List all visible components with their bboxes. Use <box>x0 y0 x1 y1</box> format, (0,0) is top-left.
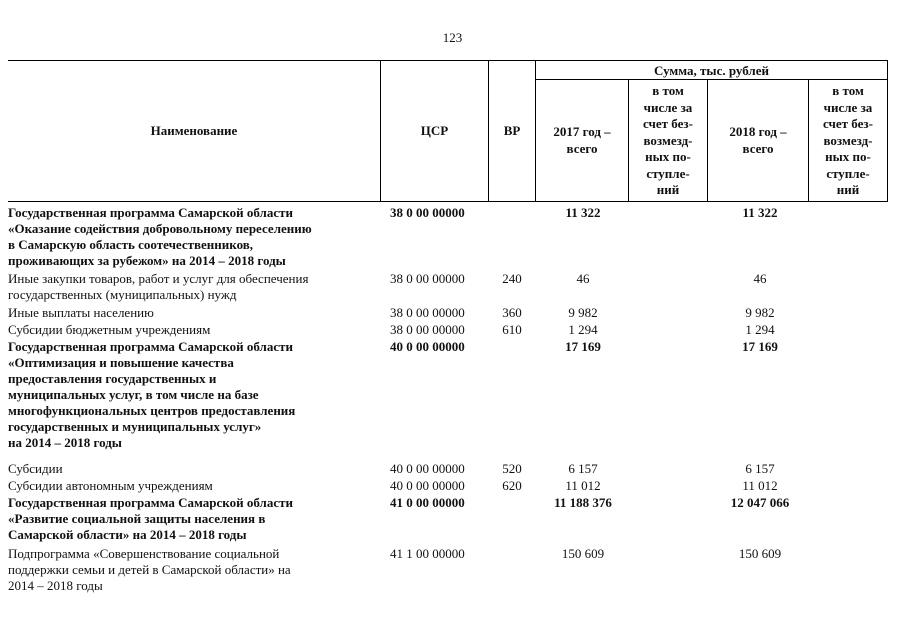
table-row-name: Государственная программа Самарской области «Оказание содействия добровольному переселению в Самарскую область соотечественников, проживающих за рубежом» на 2014 – 2018 годы <box>8 205 312 268</box>
table-row-csr: 38 0 00 00000 <box>390 205 465 220</box>
table-row-sum-2018: 6 157 <box>745 461 775 476</box>
table-row-sum-2017: 11 012 <box>565 478 601 493</box>
table-row-sum-2017: 1 294 <box>568 322 598 337</box>
table-row-vr: 360 <box>502 305 522 320</box>
table-row-csr: 40 0 00 00000 <box>390 339 465 354</box>
header-2018-total: 2018 год – всего <box>729 124 787 156</box>
table-row-csr: 40 0 00 00000 <box>390 461 465 476</box>
table-row-sum-2017: 6 157 <box>568 461 598 476</box>
table-row-sum-2018: 12 047 066 <box>730 495 790 510</box>
table-row-csr: 41 1 00 00000 <box>390 546 465 561</box>
table-row-sum-2018: 11 012 <box>742 478 778 493</box>
table-row-vr: 620 <box>502 478 522 493</box>
table-row-csr: 40 0 00 00000 <box>390 478 465 493</box>
page-number: 123 <box>442 30 463 45</box>
table-row-name: Субсидии <box>8 461 63 476</box>
table-row-sum-2018: 46 <box>753 271 767 286</box>
table-row-name: Подпрограмма «Совершенствование социальной поддержки семьи и детей в Самарской области» на 2014 – 2018 годы <box>8 546 291 593</box>
table-row-sum-2018: 9 982 <box>745 305 775 320</box>
header-2017-total: 2017 год – всего <box>553 124 611 156</box>
table-row-name: Субсидии автономным учреждениям <box>8 478 213 493</box>
table-row-sum-2017: 11 322 <box>565 205 601 220</box>
table-row-name: Государственная программа Самарской области «Развитие социальной защиты населения в Самарской области» на 2014 – 2018 годы <box>8 495 293 542</box>
header-bottom-rule <box>8 201 888 202</box>
table-row-vr: 520 <box>502 461 522 476</box>
sum-group-rule <box>535 79 888 80</box>
table-row-csr: 41 0 00 00000 <box>390 495 465 510</box>
table-row-sum-2018: 11 322 <box>742 205 778 220</box>
table-row-name: Иные закупки товаров, работ и услуг для обеспечения государственных (муниципальных) нужд <box>8 271 309 302</box>
header-name: Наименование <box>150 123 238 138</box>
table-top-rule <box>8 60 888 61</box>
table-row-sum-2018: 1 294 <box>745 322 775 337</box>
table-row-csr: 38 0 00 00000 <box>390 322 465 337</box>
table-row-sum-2018: 150 609 <box>738 546 782 561</box>
table-row-sum-2017: 46 <box>576 271 590 286</box>
table-row-csr: 38 0 00 00000 <box>390 271 465 286</box>
table-row-name: Иные выплаты населению <box>8 305 154 320</box>
header-sum-group: Сумма, тыс. рублей <box>654 63 769 78</box>
table-row-sum-2017: 11 188 376 <box>554 495 612 510</box>
table-row-vr: 610 <box>502 322 522 337</box>
table-row-vr: 240 <box>502 271 522 286</box>
header-2017-free: в том числе за счет без- возмезд- ных по- ступле- ний <box>643 83 693 197</box>
table-row-sum-2017: 150 609 <box>561 546 605 561</box>
table-row-sum-2017: 9 982 <box>568 305 598 320</box>
table-row-csr: 38 0 00 00000 <box>390 305 465 320</box>
table-row-sum-2018: 17 169 <box>742 339 778 354</box>
header-2018-free: в том числе за счет без- возмезд- ных по- ступле- ний <box>823 83 873 197</box>
header-csr: ЦСР <box>420 123 449 138</box>
col-rule-right <box>887 60 888 202</box>
header-vr: ВР <box>503 123 521 138</box>
table-row-sum-2017: 17 169 <box>565 339 601 354</box>
table-row-name: Государственная программа Самарской области «Оптимизация и повышение качества предоставления государственных и муниципальных услуг, в том числе на базе многофункциональных центров предоставления государственных и муниципальных услуг» на 2014 – 2018 годы <box>8 339 296 450</box>
table-row-name: Субсидии бюджетным учреждениям <box>8 322 211 337</box>
